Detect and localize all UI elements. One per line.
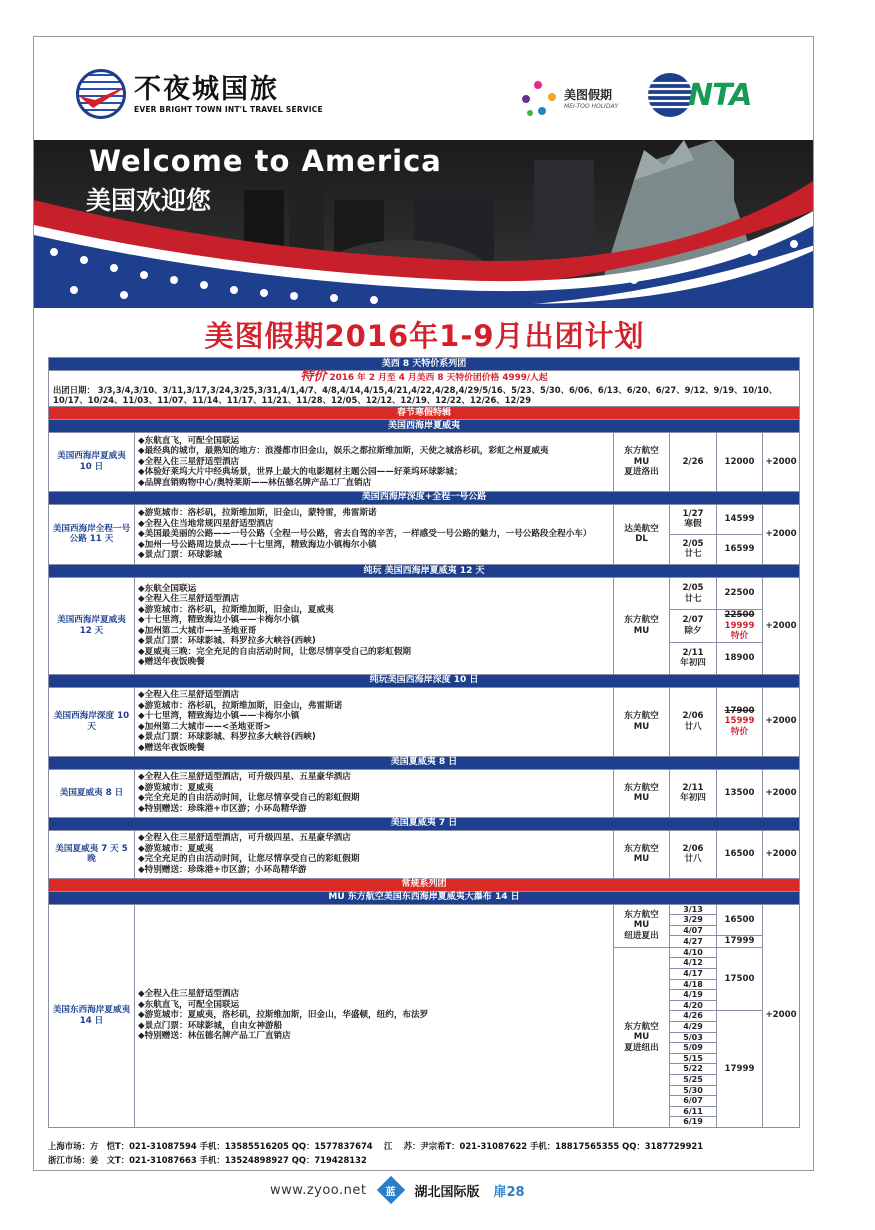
special-tag: 特价 xyxy=(730,726,749,737)
airline-line: 东方航空 xyxy=(624,446,659,456)
price-cell xyxy=(717,504,763,534)
date-line: 年初四 xyxy=(680,658,706,668)
airline-line: 东方航空 xyxy=(624,711,659,721)
feature-item: ◆夏威夷三晚：完全充足的自由活动时间，让您尽情享受自己的彩虹假期 xyxy=(138,646,412,657)
feature-item: ◆游览城市：洛杉矶，拉斯维加斯，旧金山，蒙特雷，弗雷斯诺 xyxy=(138,508,377,518)
feature-item: ◆加州第二大城市——<圣地亚哥> xyxy=(138,721,271,732)
tour-name: 美国东西海岸夏威夷 14 日 xyxy=(49,904,135,1127)
table-row xyxy=(49,433,800,492)
feature-item: ◆东航全国联运 xyxy=(138,583,197,594)
airline-line: DL xyxy=(635,534,648,545)
brand-name-cn: 不夜城国旅 xyxy=(134,73,279,105)
tour-features xyxy=(135,769,614,817)
date-line: 廿七 xyxy=(684,593,702,604)
tour-features xyxy=(135,433,614,492)
special-bar: 美西 8 天特价系列团 xyxy=(49,358,800,371)
price: 13500 xyxy=(724,787,755,798)
feature-item: ◆景点门票：环球影城，自由女神游船 xyxy=(138,1020,283,1031)
date-line: 2/11 xyxy=(682,647,704,658)
price: 16500 xyxy=(724,848,755,859)
tour-features xyxy=(135,830,614,878)
departure-date xyxy=(670,769,717,817)
date-line: 2/07 xyxy=(682,615,704,626)
price: 17500 xyxy=(717,947,763,1011)
departure-date: 3/13 xyxy=(670,904,717,915)
airline xyxy=(614,433,670,492)
airline xyxy=(614,769,670,817)
feature-item: ◆美国最美丽的公路——一号公路（全程一号公路，省去自驾的辛苦，一样感受一号公路的魅力，一号公路段全程小车） xyxy=(138,529,592,539)
feature-item: ◆十七里湾，精致海边小镇——卡梅尔小镇 xyxy=(138,711,300,721)
single-supplement: +2000 xyxy=(763,578,800,675)
airline-line: 东方航空 xyxy=(624,782,659,793)
badge-text: 蓝 xyxy=(385,1186,396,1198)
departure-date xyxy=(670,578,717,610)
price: 16599 xyxy=(724,544,755,555)
star-mark-icon xyxy=(514,73,564,123)
date-line: 2/05 xyxy=(682,583,704,593)
tour-name: 美国西海岸全程一号公路 11 天 xyxy=(49,504,135,565)
feature-item: ◆游览城市：夏威夷 xyxy=(138,843,214,854)
date-line: 2/11 xyxy=(682,782,704,793)
welcome-cn: 美国欢迎您 xyxy=(86,186,212,215)
feature-item: ◆游览城市：洛杉矶，拉斯维加斯，旧金山，夏威夷 xyxy=(138,604,334,615)
tour-name: 美国西海岸夏威夷 12 天 xyxy=(49,578,135,675)
airline-line: MU xyxy=(633,793,650,803)
departure-date: 4/20 xyxy=(670,1000,717,1011)
airline xyxy=(614,904,670,947)
departure-date xyxy=(670,687,717,756)
hero-banner xyxy=(34,140,814,308)
price-cell xyxy=(717,687,763,756)
tour-bar: 美国西海岸深度+全程一号公路 xyxy=(49,491,800,504)
airline xyxy=(614,687,670,756)
website-link[interactable]: www.zyoo.net xyxy=(270,1182,367,1198)
departure-date xyxy=(670,534,717,564)
brand-logo xyxy=(76,69,323,119)
feature-item: ◆全程入住三星舒适型酒店，可升级四星、五星豪华酒店 xyxy=(138,833,351,843)
tour-bar: 美国夏威夷 7 日 xyxy=(49,817,800,830)
date-line: 2/05 xyxy=(682,538,704,549)
date-line: 2/06 xyxy=(682,711,704,721)
price-cell xyxy=(717,642,763,674)
special-price: 15999 xyxy=(724,716,755,727)
airline-line: 东方航空 xyxy=(624,909,659,920)
feature-item: ◆游览城市：夏威夷，洛杉矶，拉斯维加斯，旧金山，华盛顿，纽约，布法罗 xyxy=(138,1010,429,1021)
tour-bar: 纯玩美国西海岸深度 10 日 xyxy=(49,674,800,687)
page-number: 扉28 xyxy=(493,1184,525,1200)
tour-name: 美国西海岸深度 10 天 xyxy=(49,687,135,756)
date-line: 廿七 xyxy=(684,549,702,560)
feature-item: ◆东航直飞，可配全国联运 xyxy=(138,435,240,446)
departure-date xyxy=(670,433,717,492)
dates-label: 出团日期： xyxy=(53,385,95,395)
date-line: 寒假 xyxy=(684,519,702,530)
price: 22500 xyxy=(724,588,755,599)
date-line: 廿八 xyxy=(684,721,702,732)
table-row xyxy=(49,504,800,534)
schedule-table xyxy=(48,357,800,1128)
welcome-en: Welcome to America xyxy=(89,144,442,178)
departure-date: 4/12 xyxy=(670,958,717,969)
airline-line: 夏进洛出 xyxy=(624,467,659,477)
price-cell xyxy=(717,830,763,878)
departure-date: 6/19 xyxy=(670,1117,717,1128)
feature-item: ◆景点门票：环球影城 xyxy=(138,550,222,560)
contact-footer xyxy=(48,1139,808,1167)
feature-item: ◆特别赠送：林伍德名牌产品工厂直销店 xyxy=(138,1031,291,1042)
airline-line: 纽进夏出 xyxy=(624,930,659,941)
partner-name-cn: 美图假期 xyxy=(564,88,613,102)
departure-date xyxy=(670,610,717,643)
price: 12000 xyxy=(724,456,755,467)
airline-line: 达美航空 xyxy=(624,523,659,534)
page-bottom xyxy=(270,1180,670,1200)
feature-item: ◆赠送年夜饭晚餐 xyxy=(138,742,205,753)
special-dates: 3/3,3/4,3/10、3/11,3/17,3/24,3/25,3/31,4/1,4/7、4/8,4/14,4/15,4/21,4/22,4/28,4/29/5/16、5/23、5/30、6/06、6/13、6/20、6/27、9/12、9/19、10/10、10/17、10/24、11/03、11/07、11/14、11/17、11/21、11/28、12/05、12/12、12/19、12/22、12/26、12/29 xyxy=(53,385,778,405)
regular-bar: 常规系列团 xyxy=(49,878,800,891)
departure-date: 5/25 xyxy=(670,1074,717,1085)
date-line: 2/26 xyxy=(682,456,704,467)
schedule-table-wrap xyxy=(48,357,799,1128)
feature-item: ◆加州第二大城市——圣地亚哥 xyxy=(138,625,257,636)
price-cell xyxy=(717,610,763,643)
date-line: 除夕 xyxy=(684,625,702,636)
airline xyxy=(614,504,670,565)
feature-item: ◆全程入住三星舒适型酒店 xyxy=(138,690,240,700)
tour-features xyxy=(135,904,614,1127)
price-cell xyxy=(717,769,763,817)
feature-item: ◆体验好莱坞大片中经典场景，世界上最大的电影题材主题公园——好莱坞环球影城； xyxy=(138,467,463,477)
table-row xyxy=(49,904,800,915)
feature-item: ◆游览城市：洛杉矶，拉斯维加斯，旧金山，弗雷斯诺 xyxy=(138,700,343,711)
departure-date: 4/10 xyxy=(670,947,717,958)
header xyxy=(34,37,814,137)
departure-date: 4/26 xyxy=(670,1011,717,1022)
departure-date: 4/29 xyxy=(670,1021,717,1032)
departure-date: 5/30 xyxy=(670,1085,717,1096)
single-supplement: +2000 xyxy=(763,433,800,492)
departure-date xyxy=(670,504,717,534)
price: 17999 xyxy=(717,1011,763,1128)
price: 17999 xyxy=(717,936,763,948)
departure-date: 4/17 xyxy=(670,968,717,979)
single-supplement: +2000 xyxy=(763,904,800,1127)
old-price: 22500 xyxy=(724,610,755,620)
feature-item: ◆最经典的城市，最熟知的地方：浪漫都市旧金山，娱乐之都拉斯维加斯，天使之城洛杉矶，彩虹之州夏威夷 xyxy=(138,446,549,456)
price: 14599 xyxy=(724,513,755,524)
diamond-badge-icon xyxy=(376,1176,404,1204)
airline xyxy=(614,830,670,878)
tour-bar: 纯玩 美国西海岸夏威夷 12 天 xyxy=(49,565,800,578)
brand-name-en: EVER BRIGHT TOWN INT'L TRAVEL SERVICE xyxy=(134,104,323,114)
departure-date: 5/22 xyxy=(670,1064,717,1075)
price-cell xyxy=(717,578,763,610)
single-supplement: +2000 xyxy=(763,504,800,565)
departure-date: 5/03 xyxy=(670,1032,717,1043)
table-row xyxy=(49,769,800,817)
departure-date xyxy=(670,830,717,878)
departure-date: 5/15 xyxy=(670,1053,717,1064)
tour-features xyxy=(135,578,614,675)
single-supplement: +2000 xyxy=(763,687,800,756)
departure-date: 4/27 xyxy=(670,936,717,948)
departure-date: 5/09 xyxy=(670,1043,717,1054)
feature-item: ◆特别赠送：珍珠港+市区游；小环岛精华游 xyxy=(138,803,307,814)
table-row xyxy=(49,830,800,878)
nta-text: NTA xyxy=(688,77,752,113)
price-cell xyxy=(717,534,763,564)
airline-line: MU xyxy=(633,456,650,467)
old-price: 17900 xyxy=(724,705,755,716)
contact-line-1: 上海市场：方 恺T：021-31087594 手机：13585516205 QQ：1577837674 江 苏：尹宗希T：021-31087622 手机：18817565355 QQ：3187729921 xyxy=(48,1141,704,1151)
departure-date: 6/07 xyxy=(670,1096,717,1107)
airline-line: 夏进纽出 xyxy=(624,1042,659,1053)
nta-logo xyxy=(646,71,751,119)
date-line: 1/27 xyxy=(682,508,704,519)
special-tag: 特价 xyxy=(730,631,749,641)
price: 18900 xyxy=(724,652,755,663)
globe-icon xyxy=(76,69,126,119)
tour-bar: 美国夏威夷 8 日 xyxy=(49,756,800,769)
airline xyxy=(614,578,670,675)
airline-line: 东方航空 xyxy=(624,843,659,854)
price-cell xyxy=(717,433,763,492)
single-supplement: +2000 xyxy=(763,830,800,878)
feature-item: ◆全程入住三星舒适型酒店 xyxy=(138,594,240,605)
departure-date: 4/19 xyxy=(670,990,717,1001)
airline-line: MU xyxy=(633,721,650,732)
regular-sub-bar: MU 东方航空美国东西海岸夏威夷大瀑布 14 日 xyxy=(49,891,800,904)
airline-line: MU xyxy=(633,625,650,636)
special-desc: 2016 年 2 月至 4 月美西 8 天特价团价格 4999/人起 xyxy=(329,373,548,383)
contact-line-2: 浙江市场：姜 文T：021-31087663 手机：13524898927 QQ：719428132 xyxy=(48,1155,367,1165)
feature-item: ◆全程入住三星舒适型酒店，可升级四星、五星豪华酒店 xyxy=(138,772,351,782)
departure-date: 6/11 xyxy=(670,1106,717,1117)
table-row xyxy=(49,578,800,610)
tour-features xyxy=(135,687,614,756)
special-tag: 特价 xyxy=(300,369,327,384)
departure-date: 3/29 xyxy=(670,915,717,926)
date-line: 年初四 xyxy=(680,793,706,803)
feature-item: ◆景点门票：环球影城、科罗拉多大峡谷(西峡) xyxy=(138,732,316,742)
airline xyxy=(614,947,670,1127)
partner-logo xyxy=(514,73,618,123)
departure-date: 4/18 xyxy=(670,979,717,990)
airline-line: MU xyxy=(633,854,650,864)
feature-item: ◆全程入住三星舒适型酒店 xyxy=(138,989,240,1000)
feature-item: ◆全程入住当地常规四星舒适型酒店 xyxy=(138,518,274,529)
feature-item: ◆游览城市：夏威夷 xyxy=(138,782,214,793)
edition-label: 湖北国际版 xyxy=(414,1184,480,1200)
spring-bar: 春节寒假特辑 xyxy=(49,407,800,420)
feature-item: ◆全程入住三星舒适型酒店 xyxy=(138,456,240,467)
feature-item: ◆赠送年夜饭晚餐 xyxy=(138,657,205,668)
departure-date xyxy=(670,642,717,674)
tour-bar: 美国西海岸夏威夷 xyxy=(49,420,800,433)
airline-line: 东方航空 xyxy=(624,1021,659,1032)
price: 16500 xyxy=(717,904,763,936)
feature-item: ◆加州一号公路周边景点——十七里湾，精致海边小镇梅尔小镇 xyxy=(138,539,377,550)
special-price: 19999 xyxy=(724,620,755,631)
date-line: 廿八 xyxy=(684,854,702,864)
feature-item: ◆完全充足的自由活动时间，让您尽情享受自己的彩虹假期 xyxy=(138,793,360,803)
feature-item: ◆十七里湾，精致海边小镇——卡梅尔小镇 xyxy=(138,615,300,626)
tour-name: 美国西海岸夏威夷 10 日 xyxy=(49,433,135,492)
page-title: 美图假期2016年1-9月出团计划 xyxy=(204,319,645,353)
feature-item: ◆完全充足的自由活动时间，让您尽情享受自己的彩虹假期 xyxy=(138,854,360,864)
page xyxy=(33,36,814,1171)
nta-globe-icon xyxy=(646,71,694,119)
single-supplement: +2000 xyxy=(763,769,800,817)
feature-item: ◆东航直飞，可配全国联运 xyxy=(138,999,240,1010)
departure-date: 4/07 xyxy=(670,925,717,936)
special-section xyxy=(49,371,800,407)
table-row xyxy=(49,687,800,756)
airline-line: MU xyxy=(633,1032,650,1043)
airline-line: MU xyxy=(633,920,650,931)
tour-name: 美国夏威夷 8 日 xyxy=(49,769,135,817)
partner-name-en: MEI-TOO HOLIDAY xyxy=(564,103,619,110)
tour-name: 美国夏威夷 7 天 5 晚 xyxy=(49,830,135,878)
airline-line: 东方航空 xyxy=(624,615,659,626)
date-line: 2/06 xyxy=(682,843,704,854)
feature-item: ◆特别赠送：珍珠港+市区游；小环岛精华游 xyxy=(138,864,307,875)
feature-item: ◆景点门票：环球影城、科罗拉多大峡谷(西峡) xyxy=(138,636,316,647)
feature-item: ◆品牌直销购物中心/奥特莱斯——林伍德名牌产品工厂直销店 xyxy=(138,477,372,488)
tour-features xyxy=(135,504,614,565)
